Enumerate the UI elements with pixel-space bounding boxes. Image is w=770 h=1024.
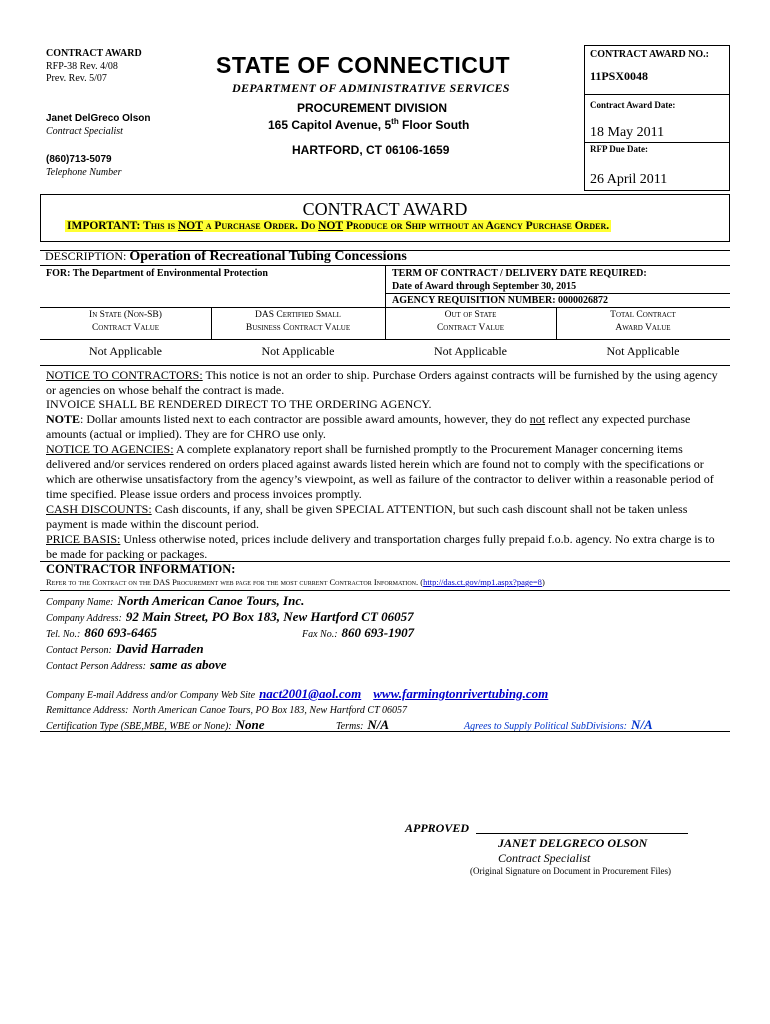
for-department: FOR: The Department of Environmental Protection (46, 268, 268, 279)
email-website-row: Company E-mail Address and/or Company Web Site nact2001@aol.com www.farmingtonrivertubing.com (46, 686, 549, 701)
award-date-label: Contract Award Date: (590, 100, 676, 110)
company-name-row: Company Name: North American Canoe Tours, Inc. (46, 593, 305, 608)
approved-label: APPROVED (405, 821, 470, 835)
price-basis: PRICE BASIS: Unless otherwise noted, prices include delivery and transportation charges fully prepaid f.o.b. agency. No extra charge is to be made for packing or packages. (46, 532, 715, 561)
total-award-header: Total Contract Award Value (610, 310, 676, 333)
award-info-divider (584, 142, 730, 143)
contact-address-row: Contact Person Address: same as above (46, 657, 227, 672)
award-info-box (584, 45, 730, 191)
contact-person-row: Contact Person: David Harraden (46, 641, 204, 656)
certification-row: Certification Type (SBE,MBE, WBE or None): None (46, 717, 265, 732)
specialist-name: Janet DelGreco Olson (46, 113, 151, 124)
rfp-due-date: 26 April 2011 (590, 172, 668, 187)
banner-title: CONTRACT AWARD (302, 199, 468, 219)
important-notice: IMPORTANT: This is NOT a Purchase Order. Do NOT Produce or Ship without an Agency Purchase Order. (67, 220, 610, 232)
out-of-state-value: Not Applicable (434, 344, 507, 358)
contractor-bottom-rule (40, 731, 730, 732)
form-title: CONTRACT AWARD (46, 48, 142, 59)
term-heading: TERM OF CONTRACT / DELIVERY DATE REQUIRED: (392, 268, 647, 279)
term-dates: Date of Award through September 30, 2015 (392, 281, 577, 292)
requisition-rule (385, 293, 730, 294)
department-name: DEPARTMENT OF ADMINISTRATIVE SERVICES (232, 81, 510, 95)
in-state-header: In State (Non-SB) Contract Value (89, 310, 162, 333)
das-small-business-header: DAS Certified Small Business Contract Value (245, 310, 351, 333)
out-of-state-header: Out of State Contract Value (436, 310, 505, 333)
contractor-section-title: CONTRACTOR INFORMATION: (46, 562, 236, 576)
signature-note: (Original Signature on Document in Procurement Files) (470, 866, 671, 876)
previous-revision: Prev. Rev. 5/07 (46, 73, 107, 84)
in-state-value: Not Applicable (89, 344, 162, 358)
company-address-row: Company Address: 92 Main Street, PO Box 183, New Hartford CT 06057 (46, 609, 414, 624)
award-number-label: CONTRACT AWARD NO.: (590, 49, 709, 60)
approver-name: JANET DELGRECO OLSON (498, 836, 648, 850)
award-date: 18 May 2011 (590, 125, 665, 140)
company-email-link[interactable]: nact2001@aol.com (259, 686, 362, 701)
award-number: 11PSX0048 (590, 69, 649, 83)
signature-line (476, 833, 688, 834)
state-title: STATE OF CONNECTICUT (216, 52, 511, 78)
agency-requisition: AGENCY REQUISITION NUMBER: 0000026872 (392, 295, 609, 306)
rfp-due-label: RFP Due Date: (590, 144, 648, 154)
das-procurement-link[interactable]: http://das.ct.gov/mp1.aspx?page=8 (423, 577, 542, 587)
refer-line: Refer to the Contract on the DAS Procurement web page for the most current Contractor Information. (http://das.ct.gov/mp1.aspx?page=8) (46, 577, 545, 587)
award-info-divider (584, 94, 730, 95)
contractor-rule (40, 590, 730, 591)
division-name: PROCUREMENT DIVISION (297, 101, 448, 115)
invoice-notice: INVOICE SHALL BE RENDERED DIRECT TO THE ORDERING AGENCY. (46, 397, 432, 411)
note-paragraph: NOTE: Dollar amounts listed next to each contractor are possible award amounts, however, they do not reflect any expected purchase amounts (actual or implied). They are for CHRO use only. (46, 412, 691, 441)
remittance-row: Remittance Address: North American Canoe Tours, PO Box 183, New Hartford CT 06057 (46, 705, 407, 716)
form-revision: RFP-38 Rev. 4/08 (46, 61, 118, 72)
phone-number: (860)713-5079 (46, 154, 112, 165)
company-website-link[interactable]: www.farmingtonrivertubing.com (373, 686, 549, 701)
terms-row: Terms: N/A (336, 717, 390, 732)
notice-to-agencies: NOTICE TO AGENCIES: A complete explanatory report shall be furnished promptly to the Procurement Manager concerning items delivered and/or services rendered on orders placed against awards listed herein which are found not to comply with the specifications or which are otherwise unsatisfactory from the agency’s viewpoint, as well as failure of the contractor to deliver within a reasonable period of time specified. Please issue orders and process invoices promptly. (46, 442, 714, 501)
notice-to-contractors: NOTICE TO CONTRACTORS: This notice is not an order to ship. Purchase Orders against contracts will be furnished by the using agency or agencies on whose behalf the contract is made. (46, 368, 718, 397)
specialist-title: Contract Specialist (46, 126, 123, 137)
table-rule (40, 339, 730, 340)
notices-rule (40, 365, 730, 366)
phone-label: Telephone Number (46, 167, 122, 178)
das-small-business-value: Not Applicable (261, 344, 335, 358)
division-address: 165 Capitol Avenue, 5th Floor South (268, 117, 470, 132)
approver-title: Contract Specialist (498, 851, 591, 865)
division-city: HARTFORD, CT 06106-1659 (292, 143, 450, 157)
description-line: DESCRIPTION: Operation of Recreational Tubing Concessions (45, 249, 407, 264)
fax-row: Fax No.: 860 693-1907 (302, 625, 415, 640)
tel-row: Tel. No.: 860 693-6465 (46, 625, 157, 640)
total-award-value: Not Applicable (606, 344, 680, 358)
political-subdivisions-row: Agrees to Supply Political SubDivisions: N/A (464, 717, 653, 732)
term-divider (385, 265, 386, 307)
cash-discounts: CASH DISCOUNTS: Cash discounts, if any, shall be given SPECIAL ATTENTION, but such cash discount shall not be taken unless payment is made within the discount period. (46, 502, 688, 531)
